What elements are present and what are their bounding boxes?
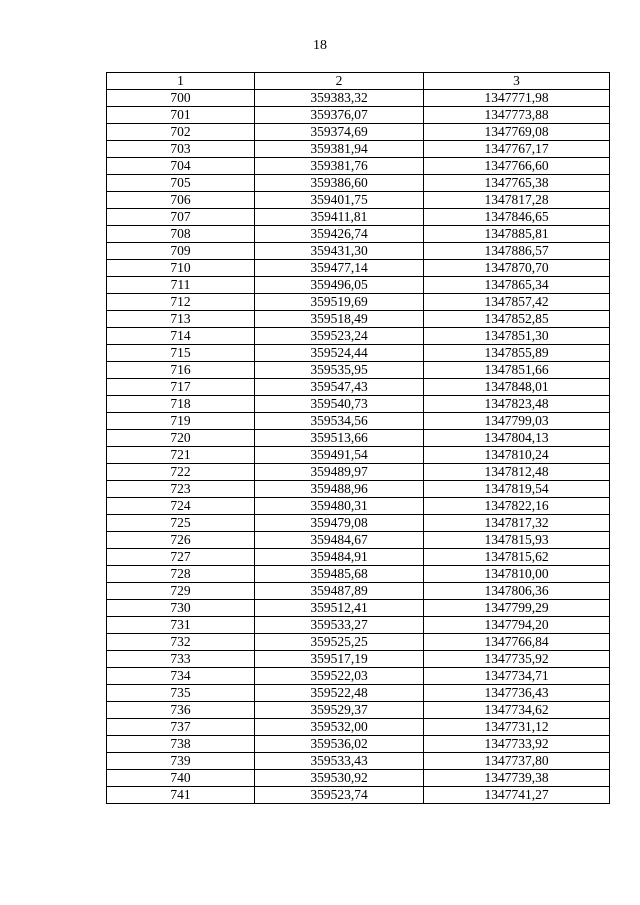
- table-row: [107, 719, 610, 736]
- table-row: [107, 311, 610, 328]
- table-cell: 741: [107, 787, 255, 804]
- table-cell: 725: [107, 515, 255, 532]
- table-header-row: [107, 73, 610, 90]
- table-body: [107, 90, 610, 804]
- table-cell: 1347799,03: [424, 413, 610, 430]
- table-cell: 1347885,81: [424, 226, 610, 243]
- table-cell: 359386,60: [255, 175, 424, 192]
- table-cell: 715: [107, 345, 255, 362]
- table-cell: 1347773,88: [424, 107, 610, 124]
- table-cell: 1347815,62: [424, 549, 610, 566]
- table-cell: 718: [107, 396, 255, 413]
- table-cell: 359496,05: [255, 277, 424, 294]
- table-cell: 1347810,24: [424, 447, 610, 464]
- table-cell: 1347865,34: [424, 277, 610, 294]
- table-row: [107, 362, 610, 379]
- table-cell: 704: [107, 158, 255, 175]
- table-row: [107, 787, 610, 804]
- table-cell: 359480,31: [255, 498, 424, 515]
- table-cell: 703: [107, 141, 255, 158]
- table-cell: 719: [107, 413, 255, 430]
- table-cell: 720: [107, 430, 255, 447]
- table-cell: 1347848,01: [424, 379, 610, 396]
- table-cell: 707: [107, 209, 255, 226]
- table-row: [107, 770, 610, 787]
- table-cell: 359477,14: [255, 260, 424, 277]
- table-cell: 738: [107, 736, 255, 753]
- table-cell: 735: [107, 685, 255, 702]
- table-row: [107, 498, 610, 515]
- table-cell: 1347855,89: [424, 345, 610, 362]
- table-row: [107, 753, 610, 770]
- table-cell: 740: [107, 770, 255, 787]
- table-row: [107, 430, 610, 447]
- table-cell: 728: [107, 566, 255, 583]
- table-row: [107, 396, 610, 413]
- table-cell: 359426,74: [255, 226, 424, 243]
- table-cell: 1347819,54: [424, 481, 610, 498]
- table-cell: 734: [107, 668, 255, 685]
- table-cell: 359547,43: [255, 379, 424, 396]
- table-cell: 359523,74: [255, 787, 424, 804]
- table-cell: 359523,24: [255, 328, 424, 345]
- table-cell: 1347822,16: [424, 498, 610, 515]
- table-row: [107, 685, 610, 702]
- table-cell: 737: [107, 719, 255, 736]
- table-cell: 359534,56: [255, 413, 424, 430]
- table-cell: 359383,32: [255, 90, 424, 107]
- table-cell: 1347731,12: [424, 719, 610, 736]
- table-row: [107, 668, 610, 685]
- column-header: 1: [107, 73, 255, 90]
- table-cell: 717: [107, 379, 255, 396]
- table-cell: 1347810,00: [424, 566, 610, 583]
- table-row: [107, 447, 610, 464]
- table-cell: 1347852,85: [424, 311, 610, 328]
- table-row: [107, 328, 610, 345]
- table-row: [107, 277, 610, 294]
- table-cell: 1347771,98: [424, 90, 610, 107]
- table-cell: 708: [107, 226, 255, 243]
- table-cell: 700: [107, 90, 255, 107]
- coordinates-table: [106, 72, 610, 804]
- table-cell: 359524,44: [255, 345, 424, 362]
- table-cell: 359529,37: [255, 702, 424, 719]
- table-row: [107, 566, 610, 583]
- table-cell: 726: [107, 532, 255, 549]
- table-row: [107, 651, 610, 668]
- table-row: [107, 107, 610, 124]
- table-row: [107, 175, 610, 192]
- table-cell: 359522,48: [255, 685, 424, 702]
- table-cell: 736: [107, 702, 255, 719]
- table-cell: 359525,25: [255, 634, 424, 651]
- table-row: [107, 583, 610, 600]
- table-cell: 359513,66: [255, 430, 424, 447]
- table-cell: 359484,67: [255, 532, 424, 549]
- table-cell: 1347851,30: [424, 328, 610, 345]
- table-cell: 1347851,66: [424, 362, 610, 379]
- table-cell: 1347817,32: [424, 515, 610, 532]
- table-cell: 359374,69: [255, 124, 424, 141]
- table-cell: 359512,41: [255, 600, 424, 617]
- table-cell: 359381,94: [255, 141, 424, 158]
- table-cell: 1347733,92: [424, 736, 610, 753]
- table-cell: 709: [107, 243, 255, 260]
- table-cell: 1347737,80: [424, 753, 610, 770]
- table-cell: 1347823,48: [424, 396, 610, 413]
- table-cell: 731: [107, 617, 255, 634]
- table-cell: 359517,19: [255, 651, 424, 668]
- table-cell: 1347767,17: [424, 141, 610, 158]
- table-cell: 1347806,36: [424, 583, 610, 600]
- table-cell: 1347870,70: [424, 260, 610, 277]
- table-row: [107, 702, 610, 719]
- table-cell: 359376,07: [255, 107, 424, 124]
- table-cell: 739: [107, 753, 255, 770]
- table-cell: 359533,43: [255, 753, 424, 770]
- table-cell: 1347817,28: [424, 192, 610, 209]
- table-row: [107, 226, 610, 243]
- table-row: [107, 260, 610, 277]
- table-cell: 359431,30: [255, 243, 424, 260]
- table-cell: 705: [107, 175, 255, 192]
- table-row: [107, 90, 610, 107]
- table-row: [107, 617, 610, 634]
- table-row: [107, 209, 610, 226]
- table-cell: 1347812,48: [424, 464, 610, 481]
- table-cell: 1347846,65: [424, 209, 610, 226]
- table-row: [107, 464, 610, 481]
- table-cell: 729: [107, 583, 255, 600]
- table-cell: 730: [107, 600, 255, 617]
- table-cell: 1347857,42: [424, 294, 610, 311]
- column-header: 3: [424, 73, 610, 90]
- table-row: [107, 515, 610, 532]
- table-row: [107, 141, 610, 158]
- table-cell: 701: [107, 107, 255, 124]
- table-cell: 359485,68: [255, 566, 424, 583]
- table-row: [107, 736, 610, 753]
- table-cell: 1347815,93: [424, 532, 610, 549]
- table-cell: 359522,03: [255, 668, 424, 685]
- table-cell: 1347804,13: [424, 430, 610, 447]
- table-cell: 716: [107, 362, 255, 379]
- table-cell: 1347734,62: [424, 702, 610, 719]
- table-row: [107, 413, 610, 430]
- table-row: [107, 532, 610, 549]
- table-cell: 359491,54: [255, 447, 424, 464]
- table-cell: 723: [107, 481, 255, 498]
- table-cell: 359401,75: [255, 192, 424, 209]
- table-cell: 721: [107, 447, 255, 464]
- table-cell: 1347736,43: [424, 685, 610, 702]
- table-cell: 359518,49: [255, 311, 424, 328]
- table-cell: 359479,08: [255, 515, 424, 532]
- table-cell: 710: [107, 260, 255, 277]
- page-number: 18: [313, 38, 327, 53]
- table-row: [107, 634, 610, 651]
- table-cell: 359484,91: [255, 549, 424, 566]
- column-header: 2: [255, 73, 424, 90]
- table-cell: 1347734,71: [424, 668, 610, 685]
- table-cell: 711: [107, 277, 255, 294]
- table-cell: 1347886,57: [424, 243, 610, 260]
- table-cell: 727: [107, 549, 255, 566]
- table-cell: 1347799,29: [424, 600, 610, 617]
- table-cell: 1347741,27: [424, 787, 610, 804]
- table-row: [107, 600, 610, 617]
- table-cell: 714: [107, 328, 255, 345]
- table-cell: 359488,96: [255, 481, 424, 498]
- table-row: [107, 379, 610, 396]
- table-cell: 1347739,38: [424, 770, 610, 787]
- table-cell: 359487,89: [255, 583, 424, 600]
- table-cell: 359535,95: [255, 362, 424, 379]
- table-cell: 359519,69: [255, 294, 424, 311]
- table-cell: 1347765,38: [424, 175, 610, 192]
- table-cell: 1347769,08: [424, 124, 610, 141]
- table-cell: 359532,00: [255, 719, 424, 736]
- table-cell: 724: [107, 498, 255, 515]
- table-row: [107, 124, 610, 141]
- table-row: [107, 481, 610, 498]
- table-row: [107, 345, 610, 362]
- table-cell: 359530,92: [255, 770, 424, 787]
- table-row: [107, 294, 610, 311]
- table-row: [107, 192, 610, 209]
- table-cell: 706: [107, 192, 255, 209]
- table-cell: 713: [107, 311, 255, 328]
- table-cell: 359489,97: [255, 464, 424, 481]
- table-cell: 1347735,92: [424, 651, 610, 668]
- table-cell: 712: [107, 294, 255, 311]
- table-row: [107, 549, 610, 566]
- table-cell: 359411,81: [255, 209, 424, 226]
- table-cell: 1347766,60: [424, 158, 610, 175]
- table-row: [107, 158, 610, 175]
- table-cell: 1347794,20: [424, 617, 610, 634]
- table-cell: 722: [107, 464, 255, 481]
- table-cell: 359540,73: [255, 396, 424, 413]
- table-cell: 359381,76: [255, 158, 424, 175]
- table-cell: 359533,27: [255, 617, 424, 634]
- table-cell: 732: [107, 634, 255, 651]
- table-cell: 1347766,84: [424, 634, 610, 651]
- table-cell: 702: [107, 124, 255, 141]
- table-cell: 733: [107, 651, 255, 668]
- table-row: [107, 243, 610, 260]
- table-cell: 359536,02: [255, 736, 424, 753]
